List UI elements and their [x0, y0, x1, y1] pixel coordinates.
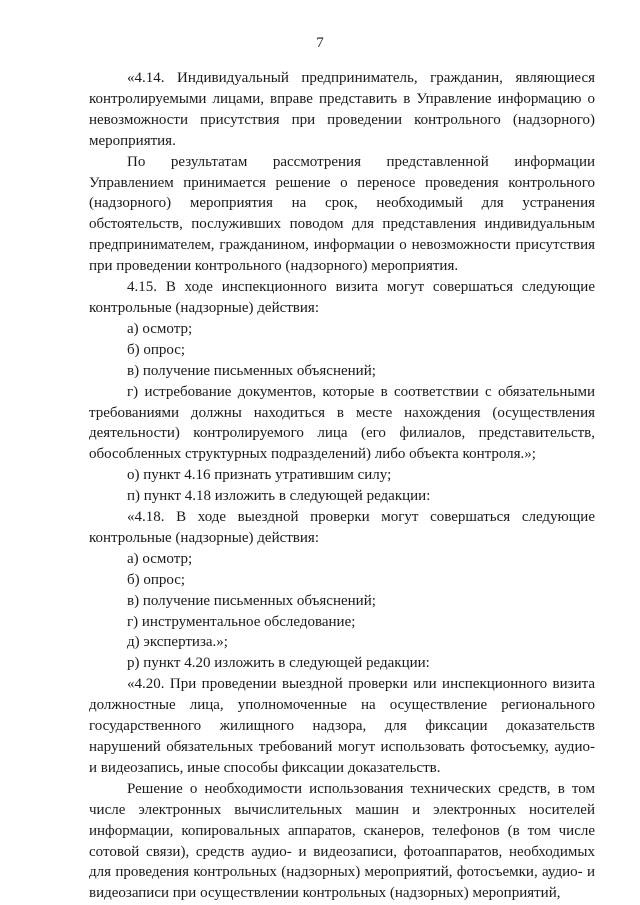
paragraph-4-14: «4.14. Индивидуальный предприниматель, гражданин, являющиеся контролируемыми лицами, вправе представить в Управление информацию о невозможности присутствия при проведении контрольного (надзорного) мероприятия.: [89, 70, 595, 149]
list-item: б) опрос;: [127, 341, 186, 358]
paragraph-technical-means: Решение о необходимости использования технических средств, в том числе электронных вычислительных машин и электронных носителей информации, копировальных аппаратов, сканеров, телефонов (в том числе сотовой связи), средств аудио- и видеозаписи, фотоаппаратов, необходимых для проведения контрольных (надзорных) мероприятий, фотосъемки, аудио- и видеозаписи при осуществлении контрольных (надзорных) мероприятий,: [89, 780, 595, 902]
list-item: г) истребование документов, которые в соответствии с обязательными требованиями должны находиться в месте нахождения (осуществления деятельности) контролируемого лица (его филиалов, представительств, обособленных структурных подразделений) либо объекта контроля.»;: [89, 383, 595, 463]
document-body: [89, 68, 595, 904]
list-item: в) получение письменных объяснений;: [127, 362, 376, 379]
paragraph-4-20: «4.20. При проведении выездной проверки или инспекционного визита должностные лица, уполномоченные на осуществление регионального государственного жилищного надзора, для фиксации доказательств нарушений обязательных требований могут использовать фотосъемку, аудио- и видеозапись, иные способы фиксации доказательств.: [89, 676, 595, 776]
paragraph-4-15: 4.15. В ходе инспекционного визита могут совершаться следующие контрольные (надзорные) действия:: [89, 279, 595, 316]
amendment-item-r: р) пункт 4.20 изложить в следующей редакции:: [127, 655, 430, 672]
list-item: а) осмотр;: [127, 320, 193, 337]
list-item: а) осмотр;: [127, 550, 193, 567]
list-item: д) экспертиза.»;: [127, 634, 228, 651]
page-number: 7: [316, 35, 324, 51]
paragraph-4-18: «4.18. В ходе выездной проверки могут совершаться следующие контрольные (надзорные) действия:: [89, 509, 595, 546]
amendment-item-p: п) пункт 4.18 изложить в следующей редакции:: [127, 488, 431, 505]
paragraph-postponement-decision: По результатам рассмотрения представленной информации Управлением принимается решение о переносе проведения контрольного (надзорного) мероприятия на срок, необходимый для устранения обстоятельств, послуживших поводом для представления индивидуальным предпринимателем, гражданином, информации о невозможности присутствия при проведении контрольного (надзорного) мероприятия.: [89, 153, 595, 275]
list-item: в) получение письменных объяснений;: [127, 592, 376, 609]
list-item: г) инструментальное обследование;: [127, 613, 356, 630]
list-item: б) опрос;: [127, 571, 186, 588]
amendment-item-o: о) пункт 4.16 признать утратившим силу;: [127, 467, 392, 484]
